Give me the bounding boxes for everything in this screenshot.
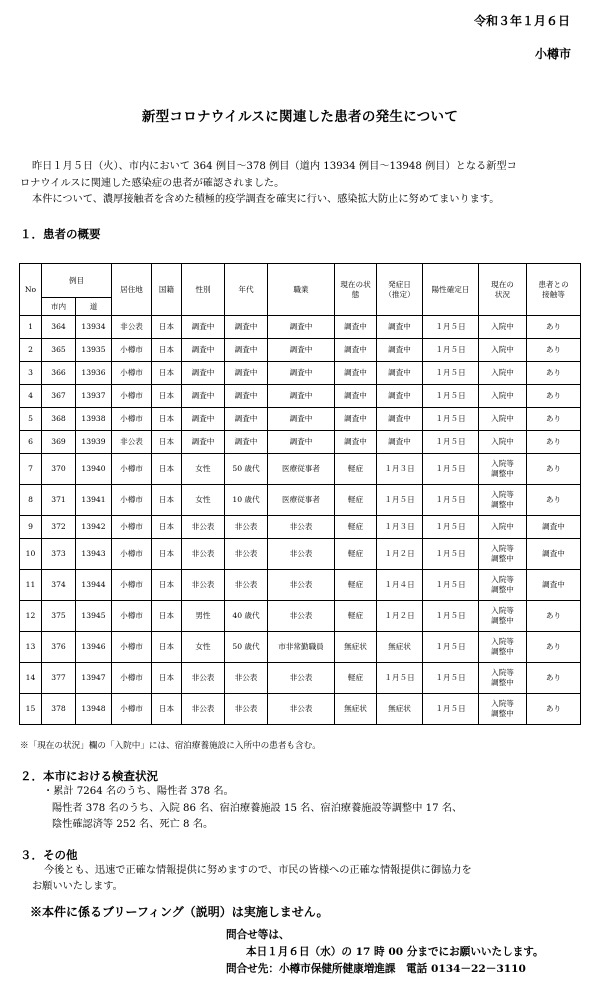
cell-occupation: 調査中 (268, 431, 335, 454)
cell-city-no: 369 (42, 431, 76, 454)
cell-age: 非公表 (225, 663, 268, 694)
section-2-heading: ２．本市における検査状況 (20, 769, 158, 783)
cell-confirmed: １月５日 (423, 601, 479, 632)
cell-nationality: 日本 (152, 601, 182, 632)
cell-nationality: 日本 (152, 454, 182, 485)
cell-residence: 小樽市 (112, 601, 152, 632)
cell-no: 2 (20, 339, 42, 362)
cell-city-no: 376 (42, 632, 76, 663)
table-note: ※「現在の状況」欄の「入院中」には、宿泊療養施設に入所中の患者も含む。 (20, 741, 321, 751)
cell-situation: 入院等 調整中 (479, 601, 527, 632)
issuer-city: 小樽市 (534, 47, 571, 61)
header-confirmed: 陽性確定日 (423, 264, 479, 316)
cell-city-no: 365 (42, 339, 76, 362)
cell-status: 調査中 (335, 431, 377, 454)
cell-age: 非公表 (225, 570, 268, 601)
cell-situation: 入院中 (479, 431, 527, 454)
cell-confirmed: １月５日 (423, 454, 479, 485)
cell-occupation: 調査中 (268, 362, 335, 385)
cell-situation: 入院中 (479, 408, 527, 431)
cell-residence: 小樽市 (112, 539, 152, 570)
cell-age: 調査中 (225, 408, 268, 431)
cell-pref-no: 13941 (76, 485, 112, 516)
cell-sex: 女性 (182, 632, 225, 663)
cell-confirmed: １月５日 (423, 339, 479, 362)
cell-pref-no: 13947 (76, 663, 112, 694)
cell-onset: １月３日 (377, 454, 423, 485)
cell-sex: 非公表 (182, 539, 225, 570)
cell-situation: 入院中 (479, 362, 527, 385)
cell-sex: 調査中 (182, 362, 225, 385)
header-case: 例目 (42, 264, 112, 298)
cell-status: 軽症 (335, 570, 377, 601)
cell-pref-no: 13946 (76, 632, 112, 663)
cell-sex: 非公表 (182, 516, 225, 539)
patient-table (19, 263, 581, 725)
cell-contact: あり (527, 694, 581, 725)
cell-confirmed: １月５日 (423, 485, 479, 516)
cell-confirmed: １月５日 (423, 385, 479, 408)
cell-nationality: 日本 (152, 385, 182, 408)
cell-nationality: 日本 (152, 516, 182, 539)
section-2-line-3: 陰性確認済等 252 名、死亡 8 名。 (52, 819, 214, 830)
cell-situation: 入院等 調整中 (479, 485, 527, 516)
cell-nationality: 日本 (152, 539, 182, 570)
cell-pref-no: 13935 (76, 339, 112, 362)
cell-contact: あり (527, 339, 581, 362)
header-pref-no: 道 (76, 298, 112, 316)
cell-nationality: 日本 (152, 694, 182, 725)
cell-pref-no: 13936 (76, 362, 112, 385)
cell-confirmed: １月５日 (423, 408, 479, 431)
section-3-line-1: 今後とも、迅速で正確な情報提供に努めますので、市民の皆様への正確な情報提供に御協力を (44, 865, 472, 876)
cell-occupation: 非公表 (268, 570, 335, 601)
cell-city-no: 374 (42, 570, 76, 601)
table-row (20, 362, 581, 385)
document-date: 令和３年１月６日 (473, 14, 570, 28)
cell-sex: 非公表 (182, 663, 225, 694)
cell-residence: 小樽市 (112, 663, 152, 694)
cell-age: 非公表 (225, 539, 268, 570)
document-title: 新型コロナウイルスに関連した患者の発生について (141, 109, 459, 125)
cell-contact: あり (527, 485, 581, 516)
cell-pref-no: 13944 (76, 570, 112, 601)
cell-age: 調査中 (225, 385, 268, 408)
cell-onset: 調査中 (377, 362, 423, 385)
cell-situation: 入院等 調整中 (479, 539, 527, 570)
cell-sex: 女性 (182, 485, 225, 516)
cell-onset: １月５日 (377, 485, 423, 516)
cell-city-no: 366 (42, 362, 76, 385)
cell-age: 非公表 (225, 694, 268, 725)
contact-line-2: 本日１月６日（水）の 17 時 00 分までにお願いいたします。 (246, 946, 544, 958)
cell-residence: 小樽市 (112, 516, 152, 539)
cell-residence: 小樽市 (112, 694, 152, 725)
briefing-notice: ※本件に係るブリーフィング（説明）は実施しません。 (30, 905, 329, 919)
cell-no: 14 (20, 663, 42, 694)
cell-confirmed: １月５日 (423, 362, 479, 385)
header-status: 現在の状 態 (335, 264, 377, 316)
cell-status: 軽症 (335, 454, 377, 485)
cell-sex: 非公表 (182, 570, 225, 601)
cell-age: 調査中 (225, 362, 268, 385)
cell-occupation: 調査中 (268, 316, 335, 339)
cell-city-no: 367 (42, 385, 76, 408)
cell-status: 無症状 (335, 694, 377, 725)
cell-city-no: 377 (42, 663, 76, 694)
cell-age: 40 歳代 (225, 601, 268, 632)
cell-contact: あり (527, 408, 581, 431)
cell-sex: 調査中 (182, 316, 225, 339)
cell-contact: 調査中 (527, 539, 581, 570)
cell-onset: １月２日 (377, 601, 423, 632)
cell-occupation: 非公表 (268, 694, 335, 725)
cell-nationality: 日本 (152, 316, 182, 339)
cell-sex: 調査中 (182, 431, 225, 454)
cell-residence: 小樽市 (112, 454, 152, 485)
cell-occupation: 非公表 (268, 516, 335, 539)
cell-situation: 入院中 (479, 516, 527, 539)
cell-occupation: 医療従事者 (268, 454, 335, 485)
cell-situation: 入院等 調整中 (479, 694, 527, 725)
cell-pref-no: 13938 (76, 408, 112, 431)
cell-contact: あり (527, 663, 581, 694)
cell-situation: 入院等 調整中 (479, 454, 527, 485)
cell-onset: 調査中 (377, 408, 423, 431)
table-row (20, 694, 581, 725)
cell-sex: 調査中 (182, 339, 225, 362)
header-no: No (20, 264, 42, 316)
cell-status: 軽症 (335, 539, 377, 570)
table-row (20, 601, 581, 632)
cell-age: 非公表 (225, 516, 268, 539)
cell-sex: 男性 (182, 601, 225, 632)
intro-line-1: 昨日１月５日（火）、市内において 364 例目～378 例目（道内 13934 例目～13948 例目）となる新型コ (32, 161, 517, 172)
cell-residence: 小樽市 (112, 385, 152, 408)
cell-pref-no: 13943 (76, 539, 112, 570)
cell-confirmed: １月５日 (423, 516, 479, 539)
cell-city-no: 373 (42, 539, 76, 570)
table-row (20, 516, 581, 539)
cell-contact: あり (527, 601, 581, 632)
table-row (20, 431, 581, 454)
cell-status: 無症状 (335, 632, 377, 663)
cell-confirmed: １月５日 (423, 632, 479, 663)
cell-no: 15 (20, 694, 42, 725)
cell-occupation: 市非常勤職員 (268, 632, 335, 663)
cell-situation: 入院中 (479, 316, 527, 339)
cell-onset: １月４日 (377, 570, 423, 601)
cell-no: 1 (20, 316, 42, 339)
cell-confirmed: １月５日 (423, 431, 479, 454)
cell-no: 4 (20, 385, 42, 408)
header-occupation: 職業 (268, 264, 335, 316)
cell-city-no: 368 (42, 408, 76, 431)
cell-onset: １月５日 (377, 663, 423, 694)
table-row (20, 454, 581, 485)
cell-occupation: 調査中 (268, 385, 335, 408)
cell-age: 調査中 (225, 431, 268, 454)
cell-residence: 小樽市 (112, 339, 152, 362)
cell-occupation: 非公表 (268, 601, 335, 632)
cell-residence: 小樽市 (112, 485, 152, 516)
cell-status: 軽症 (335, 516, 377, 539)
cell-contact: あり (527, 385, 581, 408)
cell-pref-no: 13934 (76, 316, 112, 339)
cell-contact: あり (527, 316, 581, 339)
table-row (20, 632, 581, 663)
cell-status: 軽症 (335, 485, 377, 516)
cell-status: 軽症 (335, 601, 377, 632)
header-residence: 居住地 (112, 264, 152, 316)
header-contact: 患者との 接触等 (527, 264, 581, 316)
cell-confirmed: １月５日 (423, 539, 479, 570)
cell-nationality: 日本 (152, 485, 182, 516)
cell-city-no: 371 (42, 485, 76, 516)
table-row (20, 316, 581, 339)
cell-status: 調査中 (335, 408, 377, 431)
cell-onset: 調査中 (377, 316, 423, 339)
cell-onset: 調査中 (377, 385, 423, 408)
section-3-line-2: お願いいたします。 (32, 881, 123, 892)
cell-situation: 入院等 調整中 (479, 632, 527, 663)
cell-nationality: 日本 (152, 632, 182, 663)
cell-residence: 小樽市 (112, 570, 152, 601)
section-2-line-1: ・累計 7264 名のうち、陽性者 378 名。 (43, 786, 234, 797)
cell-contact: あり (527, 632, 581, 663)
cell-age: 10 歳代 (225, 485, 268, 516)
cell-confirmed: １月５日 (423, 694, 479, 725)
cell-onset: １月２日 (377, 539, 423, 570)
cell-situation: 入院等 調整中 (479, 570, 527, 601)
cell-status: 調査中 (335, 362, 377, 385)
cell-age: 50 歳代 (225, 632, 268, 663)
cell-pref-no: 13945 (76, 601, 112, 632)
cell-city-no: 372 (42, 516, 76, 539)
cell-situation: 入院中 (479, 385, 527, 408)
cell-nationality: 日本 (152, 570, 182, 601)
cell-city-no: 378 (42, 694, 76, 725)
cell-pref-no: 13940 (76, 454, 112, 485)
header-nationality: 国籍 (152, 264, 182, 316)
cell-residence: 小樽市 (112, 632, 152, 663)
cell-confirmed: １月５日 (423, 570, 479, 601)
table-row (20, 385, 581, 408)
cell-nationality: 日本 (152, 431, 182, 454)
cell-confirmed: １月５日 (423, 316, 479, 339)
table-row (20, 408, 581, 431)
cell-pref-no: 13939 (76, 431, 112, 454)
cell-onset: 無症状 (377, 694, 423, 725)
cell-contact: 調査中 (527, 516, 581, 539)
cell-confirmed: １月５日 (423, 663, 479, 694)
section-2-line-2: 陽性者 378 名のうち、入院 86 名、宿泊療養施設 15 名、宿泊療養施設等調整中 17 名、 (52, 803, 463, 814)
cell-status: 調査中 (335, 316, 377, 339)
cell-contact: あり (527, 431, 581, 454)
table-row (20, 339, 581, 362)
cell-city-no: 375 (42, 601, 76, 632)
cell-onset: 調査中 (377, 431, 423, 454)
table-row (20, 663, 581, 694)
cell-sex: 女性 (182, 454, 225, 485)
cell-no: 6 (20, 431, 42, 454)
cell-situation: 入院等 調整中 (479, 663, 527, 694)
cell-sex: 非公表 (182, 694, 225, 725)
cell-no: 3 (20, 362, 42, 385)
cell-contact: あり (527, 362, 581, 385)
cell-no: 8 (20, 485, 42, 516)
cell-no: 5 (20, 408, 42, 431)
table-row (20, 539, 581, 570)
cell-sex: 調査中 (182, 385, 225, 408)
cell-residence: 小樽市 (112, 408, 152, 431)
cell-onset: 無症状 (377, 632, 423, 663)
cell-residence: 非公表 (112, 431, 152, 454)
intro-line-3: 本件について、濃厚接触者を含めた積極的疫学調査を確実に行い、感染拡大防止に努めてまいります。 (32, 194, 500, 205)
cell-pref-no: 13942 (76, 516, 112, 539)
cell-no: 10 (20, 539, 42, 570)
cell-no: 12 (20, 601, 42, 632)
cell-nationality: 日本 (152, 339, 182, 362)
cell-age: 調査中 (225, 316, 268, 339)
cell-status: 調査中 (335, 385, 377, 408)
cell-residence: 非公表 (112, 316, 152, 339)
cell-nationality: 日本 (152, 362, 182, 385)
cell-pref-no: 13937 (76, 385, 112, 408)
cell-nationality: 日本 (152, 663, 182, 694)
table-row (20, 570, 581, 601)
cell-occupation: 医療従事者 (268, 485, 335, 516)
cell-pref-no: 13948 (76, 694, 112, 725)
header-onset: 発症日 （推定） (377, 264, 423, 316)
cell-no: 13 (20, 632, 42, 663)
cell-age: 50 歳代 (225, 454, 268, 485)
cell-occupation: 調査中 (268, 408, 335, 431)
table-row (20, 485, 581, 516)
header-age: 年代 (225, 264, 268, 316)
cell-nationality: 日本 (152, 408, 182, 431)
cell-occupation: 非公表 (268, 539, 335, 570)
intro-line-2: ロナウイルスに関連した感染症の患者が確認されました。 (20, 178, 285, 189)
cell-no: 11 (20, 570, 42, 601)
header-situation: 現在の 状況 (479, 264, 527, 316)
cell-sex: 調査中 (182, 408, 225, 431)
contact-line-3: 問合せ先：小樽市保健所健康増進課 電話 0134－22－3110 (226, 963, 526, 975)
cell-city-no: 370 (42, 454, 76, 485)
cell-onset: 調査中 (377, 339, 423, 362)
cell-occupation: 調査中 (268, 339, 335, 362)
cell-no: 9 (20, 516, 42, 539)
section-1-heading: １．患者の概要 (20, 227, 101, 241)
cell-contact: 調査中 (527, 570, 581, 601)
cell-age: 調査中 (225, 339, 268, 362)
cell-city-no: 364 (42, 316, 76, 339)
cell-status: 調査中 (335, 339, 377, 362)
cell-status: 軽症 (335, 663, 377, 694)
cell-situation: 入院中 (479, 339, 527, 362)
cell-residence: 小樽市 (112, 362, 152, 385)
contact-line-1: 問合せ等は、 (226, 929, 290, 941)
cell-contact: あり (527, 454, 581, 485)
cell-occupation: 非公表 (268, 663, 335, 694)
cell-onset: １月３日 (377, 516, 423, 539)
cell-no: 7 (20, 454, 42, 485)
header-city-no: 市内 (42, 298, 76, 316)
section-3-heading: ３．その他 (20, 848, 78, 862)
header-sex: 性別 (182, 264, 225, 316)
